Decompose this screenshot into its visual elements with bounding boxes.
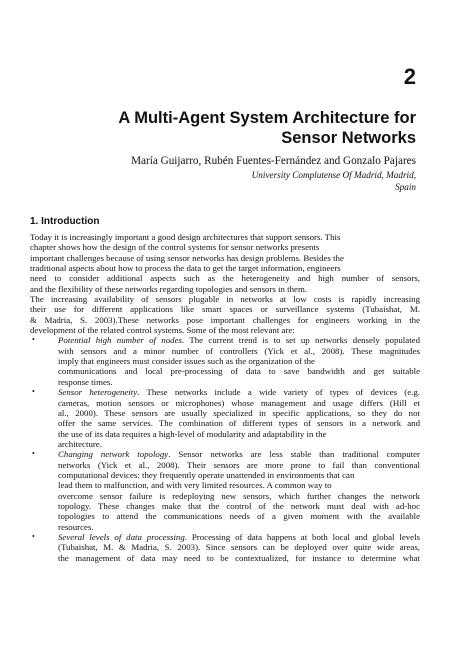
text-line	[30, 284, 420, 294]
line-text: . Sensor networks are less stable than traditional computer	[168, 449, 420, 460]
text-line-content	[30, 232, 340, 242]
text-line-content	[30, 242, 319, 252]
body-text	[30, 232, 420, 563]
line-text: (Tubaishat, M. & Madria, S. 2003). Since sensors can be deployed over quite wide areas,	[58, 542, 420, 553]
line-text: Today it is increasingly important a good design architectures that support sensors. This	[30, 232, 341, 242]
line-text: & Madria, S. 2003).These networks pose important challenges for engineers working in the	[30, 314, 420, 325]
line-text: networks (Yick et al., 2008). Their sensors are more prone to fail than conventional	[58, 459, 420, 470]
text-line-content	[58, 387, 420, 397]
text-line	[58, 522, 420, 532]
text-line-content	[58, 418, 420, 428]
text-line	[30, 325, 420, 335]
text-line-content	[58, 491, 420, 501]
text-line	[58, 542, 420, 552]
bullet-lead: Potential high number of nodes	[58, 335, 182, 346]
text-line	[58, 408, 420, 418]
text-line	[58, 501, 420, 511]
bullet-lead: Changing network topology	[58, 449, 169, 460]
line-text: lead them to malfunction, and with very limited resources. A common way to	[58, 480, 332, 491]
text-line	[30, 263, 420, 273]
line-text: topologies to attend the communications needs of a given moment with the available	[58, 511, 420, 522]
text-line	[58, 553, 420, 563]
text-line-content	[58, 542, 420, 552]
text-line	[30, 304, 420, 314]
text-line-content	[30, 304, 420, 314]
text-line-content	[30, 315, 420, 325]
line-text: resources.	[58, 521, 94, 532]
line-text: cameras, motion sensors or microphones) whose management and usage differs (Hill et	[58, 397, 421, 408]
line-text: important challenges because of using sensor networks has design problems. Besides the	[30, 252, 344, 263]
chapter-title-line: A Multi-Agent System Architecture for	[118, 109, 416, 127]
section-heading: 1. Introduction	[30, 216, 100, 227]
text-line	[30, 294, 420, 304]
affiliation-line: University Complutense Of Madrid, Madrid,	[251, 170, 416, 180]
text-line-content	[58, 346, 420, 356]
text-line	[58, 429, 420, 439]
line-text: . Processing of data happens at both local and global levels	[184, 531, 421, 542]
text-line-content	[58, 398, 420, 408]
bullet-lead: Several levels of data processing	[58, 531, 185, 542]
bullet-item	[30, 335, 420, 387]
text-line-content	[58, 480, 332, 490]
text-line-content	[58, 460, 420, 470]
text-line	[58, 460, 420, 470]
line-text: al., 2000). These sensors are usually specialized in specific applications, so they do not	[58, 407, 420, 418]
text-line-content	[58, 501, 420, 511]
text-line	[30, 315, 420, 325]
text-line-content	[58, 470, 354, 480]
line-text: with sensors and a minor number of controllers (Yick et al., 2008). These magnitudes	[58, 345, 420, 356]
text-line-content	[58, 429, 326, 439]
bullet-item	[30, 449, 420, 532]
bullet-item	[30, 532, 420, 563]
text-line	[58, 398, 420, 408]
line-text: computational devices: they frequently operate unattended in environments that can	[58, 469, 355, 480]
bullet-marker: •	[32, 335, 35, 345]
text-line-content	[30, 273, 420, 283]
text-line	[58, 532, 420, 542]
affiliation-line: Spain	[395, 181, 416, 192]
text-line	[58, 418, 420, 428]
line-text: the management of data may need to be contextualized, for instance to determine what	[58, 552, 420, 563]
text-line-content	[58, 377, 113, 387]
text-line	[58, 470, 420, 480]
text-line	[30, 232, 420, 242]
line-text: the use of its data requires a high-level of modularity and adaptability in the	[58, 428, 327, 439]
text-line	[58, 377, 420, 387]
text-line	[30, 253, 420, 263]
line-text: development of the related control systems. Some of the most relevant are:	[30, 325, 295, 336]
line-text: overcome sensor failure is redeploying new sensors, which further changes the network	[58, 490, 420, 501]
text-line-content	[30, 325, 295, 335]
text-line	[58, 439, 420, 449]
line-text: need to consider additional aspects such as the heterogeneity and high number of sensors,	[30, 273, 421, 284]
line-text: and the flexibility of these networks regarding topologies and sensors in them.	[30, 283, 308, 294]
line-text: topology. These changes make that the control of the network must deal with ad-hoc	[58, 500, 420, 511]
text-line	[30, 242, 420, 252]
line-text: their use for different applications like smart spaces or surveillance systems (Tubaishat, M.	[30, 304, 420, 315]
line-text: chapter shows how the design of the control systems for sensor networks presents	[30, 242, 320, 253]
text-line-content	[58, 553, 420, 563]
line-text: imply that engineers must consider issues such as the organization of the	[58, 356, 315, 367]
line-text: communications and local pre-processing of data to save bandwidth and get suitable	[58, 366, 420, 377]
text-line-content	[30, 294, 420, 304]
text-line	[58, 511, 420, 521]
line-text: The increasing availability of sensors plugable in networks at low costs is rapidly increasing	[30, 294, 420, 305]
text-line-content	[30, 284, 307, 294]
line-text: traditional aspects about how to process the data to get the target information, engineers	[30, 263, 341, 274]
text-line-content	[58, 366, 420, 376]
text-line-content	[58, 439, 102, 449]
bullet-lead: Sensor heterogeneity	[58, 387, 138, 398]
text-line-content	[30, 263, 341, 273]
text-line-content	[58, 511, 420, 521]
text-line-content	[58, 532, 420, 542]
line-text: architecture.	[58, 438, 102, 449]
text-line-content	[58, 522, 94, 532]
text-line-content	[58, 408, 420, 418]
text-line	[58, 491, 420, 501]
text-line-content	[58, 356, 315, 366]
text-line	[58, 366, 420, 376]
text-line	[58, 480, 420, 490]
text-line	[58, 356, 420, 366]
line-text: response times.	[58, 376, 113, 387]
line-text: . These networks include a wide variety of types of devices (e.g.	[137, 387, 420, 398]
chapter-number: 2	[403, 64, 416, 89]
bullet-item	[30, 387, 420, 449]
text-line	[58, 335, 420, 345]
text-line-content	[58, 335, 420, 345]
chapter-title	[56, 108, 416, 148]
text-line	[58, 387, 420, 397]
text-line-content	[58, 449, 420, 459]
bullet-marker: •	[32, 531, 35, 541]
text-line	[30, 273, 420, 283]
text-line-content	[30, 253, 344, 263]
author-list: María Guijarro, Rubén Fuentes-Fernández and Gonzalo Pajares	[131, 155, 416, 167]
author-affiliation	[252, 170, 416, 193]
line-text: offer the same services. The combination of different types of sensors in a network and	[58, 418, 420, 429]
text-line	[58, 449, 420, 459]
bullet-marker: •	[32, 387, 35, 397]
line-text: . The current trend is to set up networks densely populated	[181, 335, 420, 346]
chapter-title-line: Sensor Networks	[281, 129, 416, 147]
text-line	[58, 346, 420, 356]
bullet-marker: •	[32, 449, 35, 459]
